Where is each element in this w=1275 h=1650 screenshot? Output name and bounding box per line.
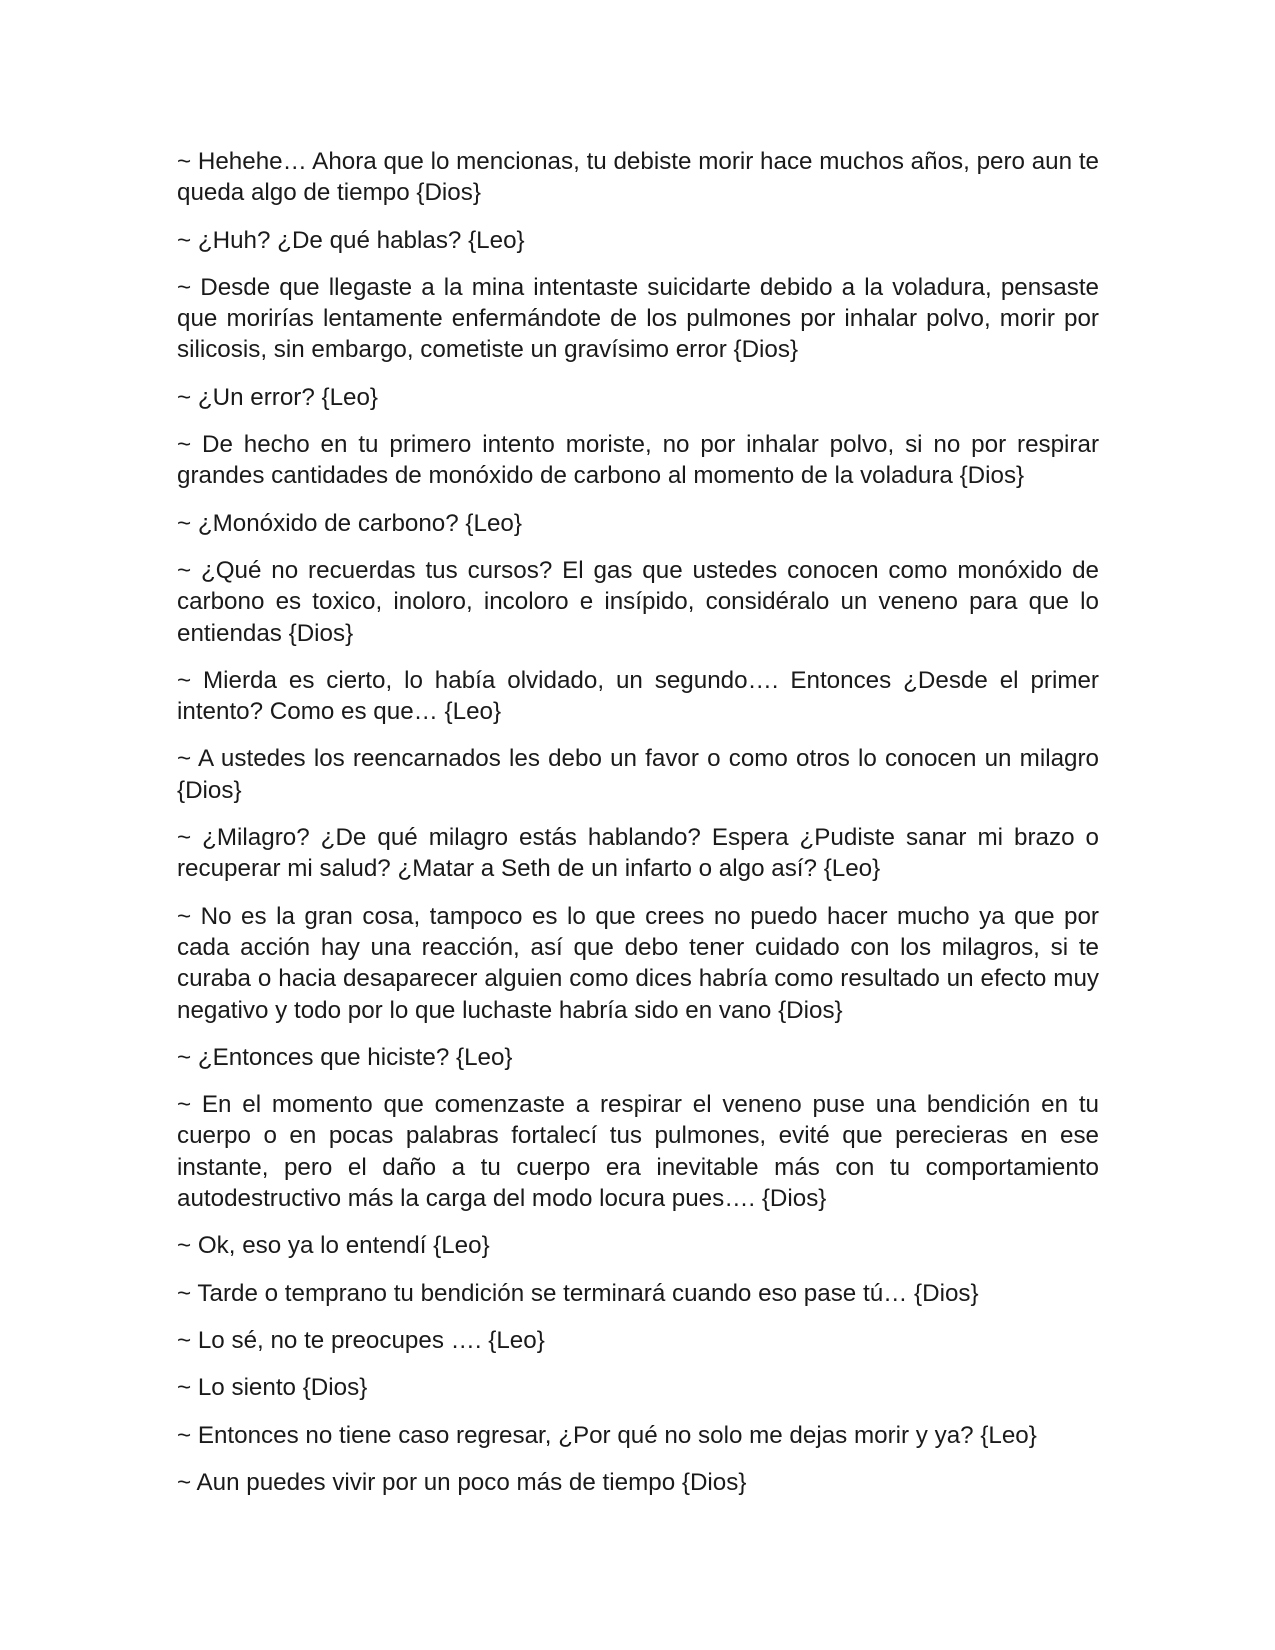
dialogue-paragraph: ~ Lo sé, no te preocupes …. {Leo} (177, 1326, 545, 1354)
dialogue-paragraph: ~ Desde que llegaste a la mina intentaste suicidarte debido a la voladura, pensaste que morirías lentamente enfermándote de los pulmones por inhalar polvo, morir por silicosis, sin embargo, cometiste un gravísimo error {Dios} (177, 273, 1099, 364)
dialogue-paragraph: ~ Entonces no tiene caso regresar, ¿Por qué no solo me dejas morir y ya? {Leo} (177, 1421, 1037, 1449)
dialogue-paragraph: ~ Aun puedes vivir por un poco más de tiempo {Dios} (177, 1468, 747, 1496)
dialogue-paragraph: ~ ¿Monóxido de carbono? {Leo} (177, 509, 522, 537)
dialogue-paragraph: ~ En el momento que comenzaste a respirar el veneno puse una bendición en tu cuerpo o en pocas palabras fortalecí tus pulmones, evité que perecieras en ese instante, pero el daño a tu cuerpo era inevitable más con tu comportamiento autodestructivo más la carga del modo locura pues…. {Dios} (177, 1091, 1099, 1213)
document-page (177, 146, 1099, 1498)
dialogue-paragraph: ~ No es la gran cosa, tampoco es lo que crees no puedo hacer mucho ya que por cada acción hay una reacción, así que debo tener cuidado con los milagros, si te curaba o hacia desaparecer alguien como dices habría como resultado un efecto muy negativo y todo por lo que luchaste habría sido en vano {Dios} (177, 902, 1099, 1024)
dialogue-paragraph: ~ De hecho en tu primero intento moriste, no por inhalar polvo, si no por respirar grandes cantidades de monóxido de carbono al momento de la voladura {Dios} (177, 431, 1099, 490)
dialogue-paragraph: ~ ¿Huh? ¿De qué hablas? {Leo} (177, 226, 525, 254)
dialogue-paragraph: ~ ¿Qué no recuerdas tus cursos? El gas que ustedes conocen como monóxido de carbono es toxico, inoloro, incoloro e insípido, considéralo un veneno para que lo entiendas {Dios} (177, 556, 1099, 647)
dialogue-paragraph: ~ Hehehe… Ahora que lo mencionas, tu debiste morir hace muchos años, pero aun te queda algo de tiempo {Dios} (177, 148, 1099, 207)
dialogue-paragraph: ~ ¿Entonces que hiciste? {Leo} (177, 1043, 513, 1071)
dialogue-paragraph: ~ A ustedes los reencarnados les debo un favor o como otros lo conocen un milagro {Dios} (177, 745, 1099, 804)
dialogue-paragraph: ~ Tarde o temprano tu bendición se terminará cuando eso pase tú… {Dios} (177, 1279, 979, 1307)
dialogue-paragraph: ~ Ok, eso ya lo entendí {Leo} (177, 1232, 490, 1260)
dialogue-paragraph: ~ ¿Un error? {Leo} (177, 383, 379, 411)
dialogue-paragraph: ~ Lo siento {Dios} (177, 1374, 368, 1402)
dialogue-paragraph: ~ Mierda es cierto, lo había olvidado, un segundo…. Entonces ¿Desde el primer intento? Como es que… {Leo} (177, 666, 1099, 726)
dialogue-paragraph: ~ ¿Milagro? ¿De qué milagro estás hablando? Espera ¿Pudiste sanar mi brazo o recuperar mi salud? ¿Matar a Seth de un infarto o algo así? {Leo} (177, 824, 1099, 883)
